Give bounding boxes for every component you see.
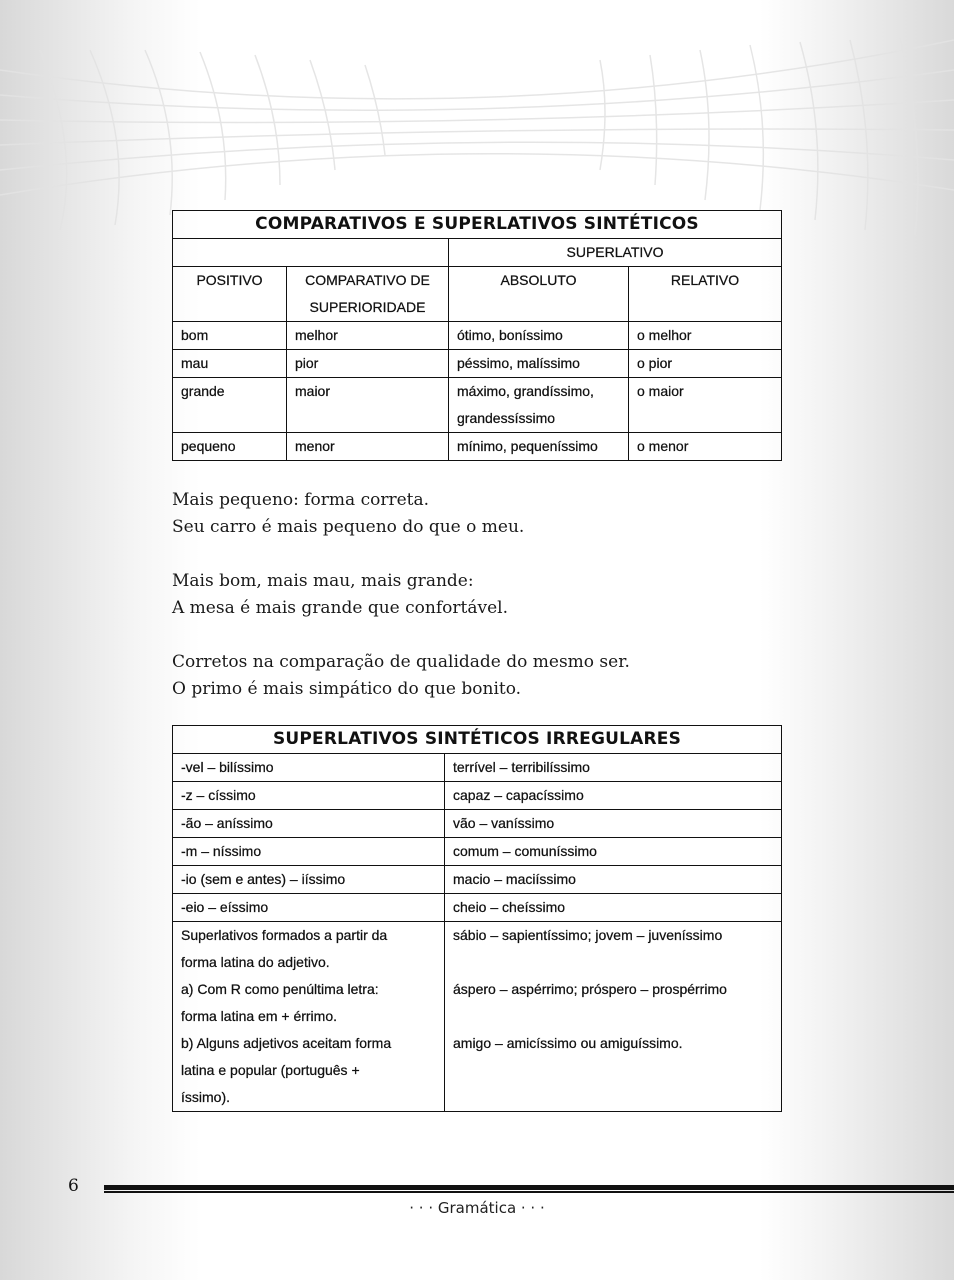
prose-line: Corretos na comparação de qualidade do mesmo ser. [172,652,630,672]
cell-line: forma latina do adjetivo. [181,954,330,970]
cell-line: forma latina em + érrimo. [181,1008,337,1024]
cell: -vel – bilíssimo [173,754,445,782]
cell: bom [173,322,287,350]
cell: -z – císsimo [173,782,445,810]
table-row [173,322,782,350]
cell: comum – comuníssimo [445,838,782,866]
superlativo-group-header: SUPERLATIVO [449,239,782,267]
footer-rule [104,1185,954,1190]
cell: maior [287,378,449,433]
cell-spacer [453,1003,773,1030]
table-row [173,922,782,1112]
cell: o menor [629,433,782,461]
prose-line: Mais pequeno: forma correta. [172,490,430,510]
cell [173,922,445,1112]
table-row [173,866,782,894]
table-row [173,838,782,866]
header-comparativo-line1: COMPARATIVO DE [305,272,430,288]
cell-line: grandessíssimo [457,410,556,426]
page-number: 6 [68,1176,79,1196]
table-row [173,894,782,922]
cell: melhor [287,322,449,350]
prose-line: Mais bom, mais mau, mais grande: [172,571,474,591]
cell: macio – maciíssimo [445,866,782,894]
cell-spacer [453,949,773,976]
footer-rule-thin [104,1191,954,1193]
cell: cheio – cheíssimo [445,894,782,922]
cell: ótimo, boníssimo [449,322,629,350]
table-row [173,378,782,433]
decorative-grid-background [0,0,954,240]
cell: -m – níssimo [173,838,445,866]
cell-line: a) Com R como penúltima letra: [181,981,379,997]
prose-line: Seu carro é mais pequeno do que o meu. [172,517,525,537]
cell: mau [173,350,287,378]
cell: o melhor [629,322,782,350]
prose-line: A mesa é mais grande que confortável. [172,598,508,618]
prose-line: O primo é mais simpático do que bonito. [172,679,522,699]
cell: pequeno [173,433,287,461]
cell-line: amigo – amicíssimo ou amiguíssimo. [453,1035,683,1051]
irregular-superlatives-table [172,725,782,1112]
header-relativo: RELATIVO [629,267,782,322]
cell [449,378,629,433]
header-comparativo [287,267,449,322]
footer-label: · · · Gramática · · · [409,1199,545,1217]
table-row [173,350,782,378]
cell-line: latina e popular (português + [181,1062,360,1078]
empty-header-cell [173,239,449,267]
cell [445,922,782,1112]
prose-block-3 [172,649,772,703]
cell-line: áspero – aspérrimo; próspero – prospérrimo [453,981,727,997]
header-absoluto: ABSOLUTO [449,267,629,322]
table-title: SUPERLATIVOS SINTÉTICOS IRREGULARES [173,726,782,754]
table-row [173,782,782,810]
table-row [173,754,782,782]
table-row [173,433,782,461]
cell-line: máximo, grandíssimo, [457,383,594,399]
cell: -eio – eíssimo [173,894,445,922]
cell: -io (sem e antes) – iíssimo [173,866,445,894]
cell: o maior [629,378,782,433]
cell: -ão – aníssimo [173,810,445,838]
prose-block-2 [172,568,772,622]
table-title: COMPARATIVOS E SUPERLATIVOS SINTÉTICOS [173,211,782,239]
cell: grande [173,378,287,433]
cell-line: Superlativos formados a partir da [181,927,388,943]
header-positivo: POSITIVO [173,267,287,322]
cell: pior [287,350,449,378]
cell: menor [287,433,449,461]
prose-block-1 [172,487,772,541]
cell: o pior [629,350,782,378]
cell-line: sábio – sapientíssimo; jovem – juveníssimo [453,927,723,943]
cell: vão – vaníssimo [445,810,782,838]
comparatives-superlatives-table [172,210,782,461]
table-row [173,810,782,838]
cell: péssimo, malíssimo [449,350,629,378]
cell-line: íssimo). [181,1089,230,1105]
cell: capaz – capacíssimo [445,782,782,810]
header-comparativo-line2: SUPERIORIDADE [309,299,426,315]
cell-line: b) Alguns adjetivos aceitam forma [181,1035,392,1051]
cell: mínimo, pequeníssimo [449,433,629,461]
cell: terrível – terribilíssimo [445,754,782,782]
